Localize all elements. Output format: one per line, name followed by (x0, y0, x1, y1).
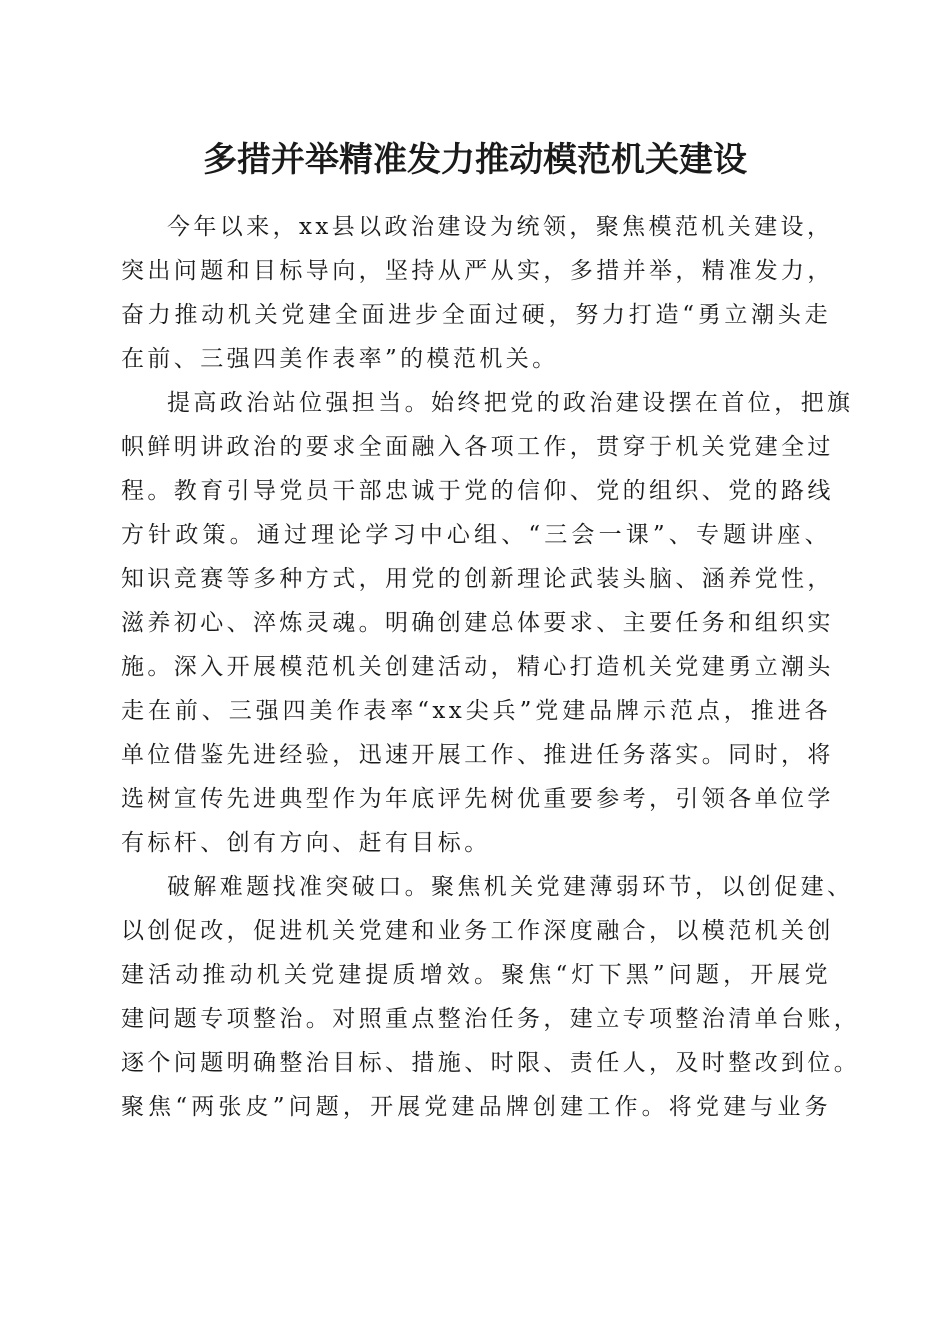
text-line: 提高政治站位强担当。始终把党的政治建设摆在首位，把旗 (167, 390, 854, 416)
text-line: 知识竞赛等多种方式，用党的创新理论武装头脑、涵养党性， (121, 566, 834, 592)
text-line: 选树宣传先进典型作为年底评先树优重要参考，引领各单位学 (121, 786, 834, 812)
text-line: 今年以来，xx县以政治建设为统领，聚焦模范机关建设， (167, 214, 834, 240)
text-line: 建活动推动机关党建提质增效。聚焦“灯下黑”问题，开展党 (121, 962, 831, 988)
text-line: 以创促改，促进机关党建和业务工作深度融合，以模范机关创 (121, 918, 834, 944)
text-line: 在前、三强四美作表率”的模范机关。 (121, 346, 559, 372)
paragraph-political-standing (121, 381, 854, 865)
text-line: 帜鲜明讲政治的要求全面融入各项工作，贯穿于机关党建全过 (121, 434, 834, 460)
text-line: 施。深入开展模范机关创建活动，精心打造机关党建勇立潮头 (121, 654, 834, 680)
paragraph-solve-problems (121, 865, 861, 1129)
paragraph-intro (121, 205, 834, 381)
text-line: 滋养初心、淬炼灵魂。明确创建总体要求、主要任务和组织实 (121, 610, 834, 636)
text-line: 单位借鉴先进经验，迅速开展工作、推进任务落实。同时，将 (121, 742, 834, 768)
text-line: 奋力推动机关党建全面进步全面过硬，努力打造“勇立潮头走 (121, 302, 831, 328)
text-line: 建问题专项整治。对照重点整治任务，建立专项整治清单台账， (121, 1006, 861, 1032)
text-line: 程。教育引导党员干部忠诚于党的信仰、党的组织、党的路线 (121, 478, 834, 504)
text-line: 走在前、三强四美作表率“xx尖兵”党建品牌示范点，推进各 (121, 698, 831, 724)
text-line: 有标杆、创有方向、赶有目标。 (121, 830, 491, 856)
text-line: 突出问题和目标导向，坚持从严从实，多措并举，精准发力， (121, 258, 834, 284)
text-line: 破解难题找准突破口。聚焦机关党建薄弱环节，以创促建、 (167, 874, 854, 900)
text-line: 逐个问题明确整治目标、措施、时限、责任人，及时整改到位。 (121, 1050, 861, 1076)
text-line: 方针政策。通过理论学习中心组、“三会一课”、专题讲座、 (121, 522, 831, 548)
text-line: 聚焦“两张皮”问题，开展党建品牌创建工作。将党建与业务 (121, 1094, 831, 1120)
document-title: 多措并举精准发力推动模范机关建设 (203, 140, 747, 180)
document-body (121, 205, 861, 1129)
